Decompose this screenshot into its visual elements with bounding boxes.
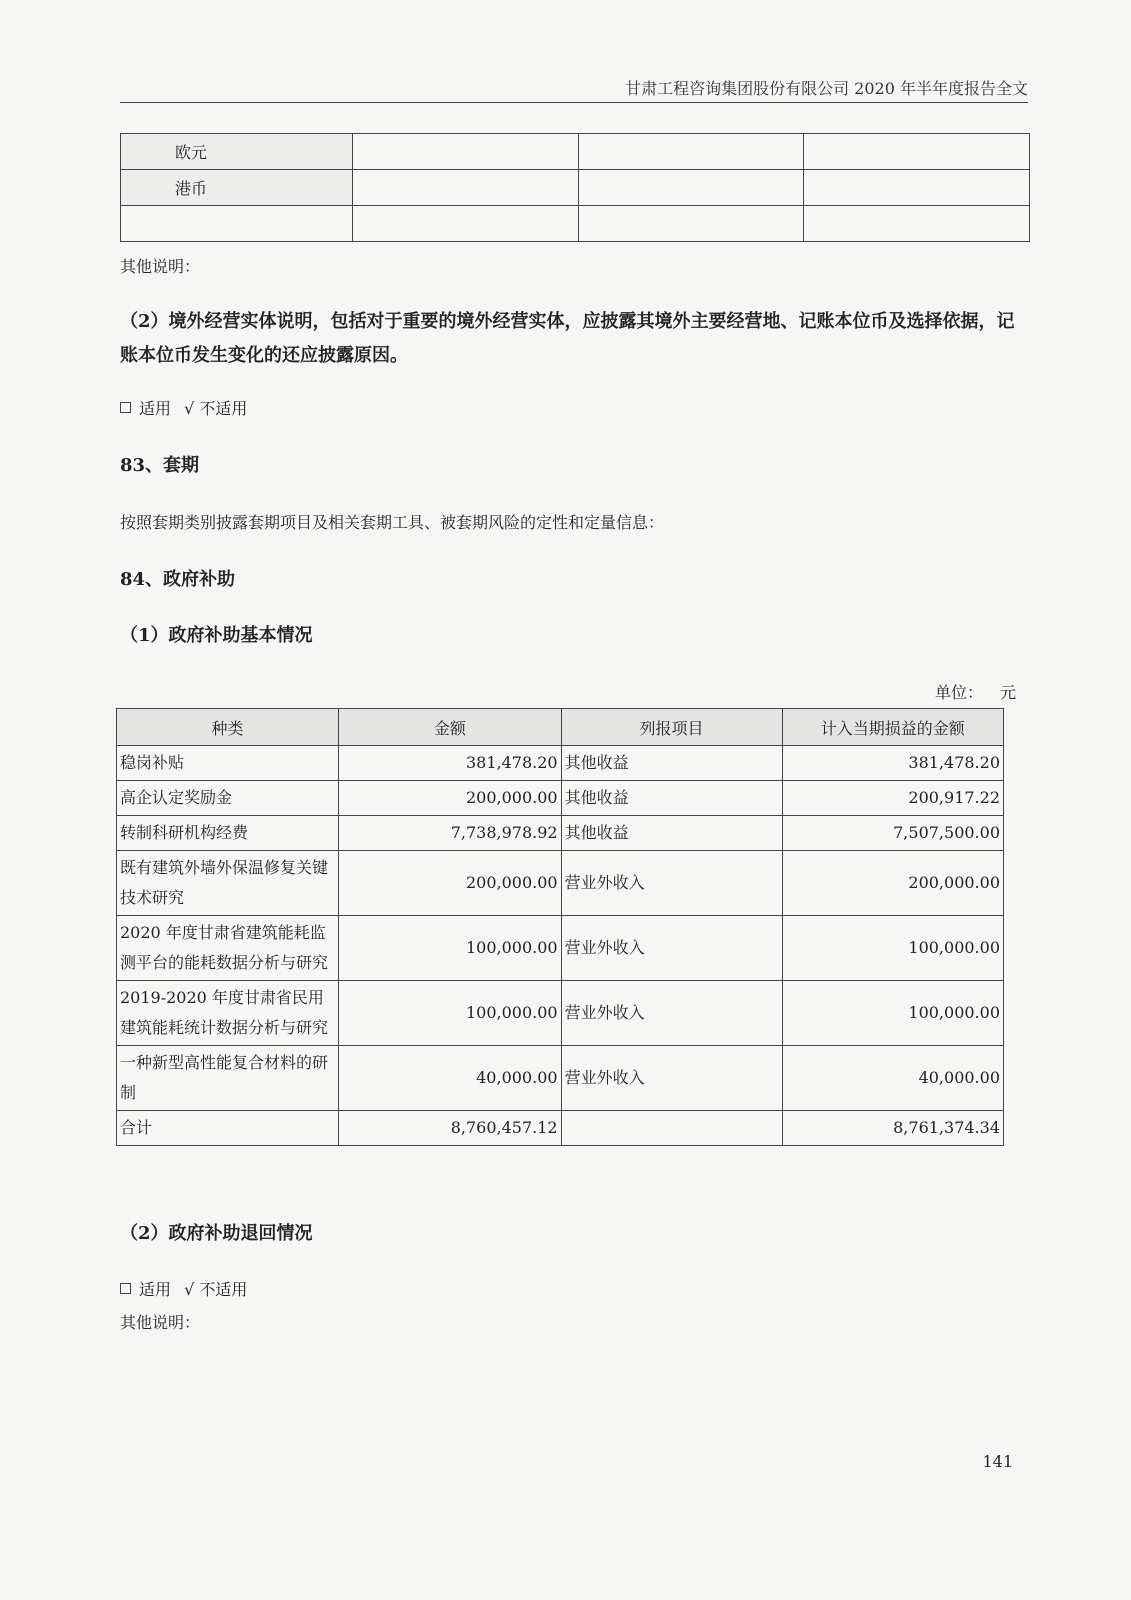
- subsidy-amount: 7,738,978.92: [339, 816, 561, 851]
- currency-name: 欧元: [121, 134, 353, 170]
- subsidy-type: 一种新型高性能复合材料的研制: [117, 1046, 339, 1111]
- subsidy-type: 转制科研机构经费: [117, 816, 339, 851]
- subsidy-amount: 200,000.00: [339, 851, 561, 916]
- report-item: 营业外收入: [561, 851, 782, 916]
- checkbox-icon: [120, 402, 131, 413]
- checkbox-icon: [120, 1283, 131, 1294]
- profit-amount: 7,507,500.00: [782, 816, 1003, 851]
- section-title: 83、套期: [120, 455, 200, 476]
- column-header: 金额: [339, 709, 561, 746]
- report-item: 营业外收入: [561, 916, 782, 981]
- currency-name: 港币: [121, 170, 353, 206]
- header-divider: [120, 102, 1028, 103]
- table-row: [117, 781, 1004, 816]
- applicability-line: 适用 √ 不适用: [120, 396, 247, 419]
- table-row: [117, 1046, 1004, 1111]
- table-row: [121, 170, 1030, 206]
- subsidy-amount: 40,000.00: [339, 1046, 561, 1111]
- section-description: 按照套期类别披露套期项目及相关套期工具、被套期风险的定性和定量信息：: [120, 513, 665, 532]
- profit-amount: 381,478.20: [782, 746, 1003, 781]
- table-total-row: [117, 1111, 1004, 1146]
- table-row: [117, 851, 1004, 916]
- profit-amount: 8,761,374.34: [782, 1111, 1003, 1146]
- subsection-title: （1）政府补助基本情况: [120, 625, 313, 646]
- check-mark: √: [184, 1280, 195, 1299]
- column-header: 种类: [117, 709, 339, 746]
- other-note: 其他说明：: [120, 257, 201, 276]
- unit-label: 单位： 元: [935, 683, 1017, 702]
- page-header: 甘肃工程咨询集团股份有限公司 2020 年半年度报告全文: [625, 79, 1028, 98]
- profit-amount: 200,917.22: [782, 781, 1003, 816]
- currency-name: [121, 206, 353, 242]
- profit-amount: 40,000.00: [782, 1046, 1003, 1111]
- page-number: 141: [982, 1452, 1013, 1471]
- subsidy-type: 稳岗补贴: [117, 746, 339, 781]
- subsidy-amount: 8,760,457.12: [339, 1111, 561, 1146]
- profit-amount: 200,000.00: [782, 851, 1003, 916]
- table-row: [117, 981, 1004, 1046]
- table-row: [117, 916, 1004, 981]
- report-item: [561, 1111, 782, 1146]
- check-mark: √: [184, 399, 195, 418]
- applicability-line: 适用 √ 不适用: [120, 1277, 247, 1300]
- subsidy-amount: 100,000.00: [339, 981, 561, 1046]
- table-row: [121, 206, 1030, 242]
- table-row: [117, 746, 1004, 781]
- profit-amount: 100,000.00: [782, 916, 1003, 981]
- report-item: 营业外收入: [561, 981, 782, 1046]
- subsidy-table: [116, 708, 1004, 1146]
- subsidy-amount: 100,000.00: [339, 916, 561, 981]
- subsidy-type: 高企认定奖励金: [117, 781, 339, 816]
- subsidy-type: 既有建筑外墙外保温修复关键技术研究: [117, 851, 339, 916]
- subsidy-type: 2019-2020 年度甘肃省民用建筑能耗统计数据分析与研究: [117, 981, 339, 1046]
- subsidy-amount: 381,478.20: [339, 746, 561, 781]
- other-note: 其他说明：: [120, 1313, 201, 1332]
- subsidy-amount: 200,000.00: [339, 781, 561, 816]
- column-header: 列报项目: [561, 709, 782, 746]
- section-title: 84、政府补助: [120, 569, 236, 590]
- table-row: [117, 816, 1004, 851]
- currency-table: [120, 133, 1030, 242]
- report-item: 其他收益: [561, 781, 782, 816]
- table-header-row: [117, 709, 1004, 746]
- subsidy-type: 合计: [117, 1111, 339, 1146]
- report-item: 其他收益: [561, 746, 782, 781]
- report-item: 营业外收入: [561, 1046, 782, 1111]
- subsidy-type: 2020 年度甘肃省建筑能耗监测平台的能耗数据分析与研究: [117, 916, 339, 981]
- column-header: 计入当期损益的金额: [782, 709, 1003, 746]
- profit-amount: 100,000.00: [782, 981, 1003, 1046]
- table-row: [121, 134, 1030, 170]
- subsection-title: （2）政府补助退回情况: [120, 1223, 313, 1244]
- report-item: 其他收益: [561, 816, 782, 851]
- section-title: （2）境外经营实体说明，包括对于重要的境外经营实体，应披露其境外主要经营地、记账本位币及选择依据，记账本位币发生变化的还应披露原因。: [120, 311, 1015, 366]
